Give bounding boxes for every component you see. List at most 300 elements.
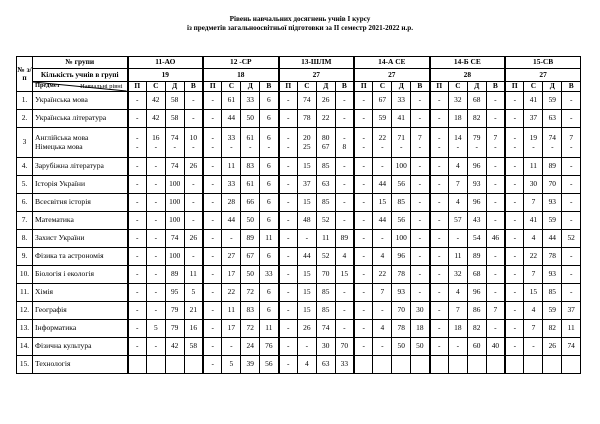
value-cell (184, 356, 203, 374)
value-cell: - (354, 284, 373, 302)
subject-cell: Українська мова (33, 92, 128, 110)
value-cell: 89 (467, 248, 486, 266)
value-cell: 11 (184, 266, 203, 284)
value-cell: 4 (297, 356, 316, 374)
value-cell: - (486, 284, 505, 302)
value-cell (165, 128, 184, 158)
value-cell: - (335, 194, 354, 212)
value-cell: 70 (316, 266, 335, 284)
value-cell: 56 (392, 212, 411, 230)
subject-cell: Біологія і екологія (33, 266, 128, 284)
value-cell: 24 (241, 338, 260, 356)
group-count-cell: 27 (505, 69, 581, 82)
value-cell: - (335, 284, 354, 302)
value-secondary: - (173, 141, 176, 151)
table-row (17, 230, 581, 248)
value-split (185, 134, 202, 151)
value-cell: - (335, 302, 354, 320)
value-primary: 14 (454, 133, 462, 142)
value-cell: 41 (524, 212, 543, 230)
table-row (17, 284, 581, 302)
value-cell: - (430, 284, 449, 302)
value-cell: - (448, 338, 467, 356)
value-cell: 85 (543, 284, 562, 302)
value-split (204, 134, 221, 151)
subject-split (35, 134, 127, 151)
value-cell: - (279, 230, 298, 248)
value-cell: 96 (467, 284, 486, 302)
row-number-cell: 11. (17, 284, 33, 302)
value-cell: 52 (316, 212, 335, 230)
subject-cell (33, 128, 128, 158)
value-cell: - (146, 194, 165, 212)
value-cell (562, 356, 581, 374)
value-cell: 74 (165, 158, 184, 176)
value-cell: 59 (373, 110, 392, 128)
level-letter-cell: В (486, 82, 505, 92)
value-cell (486, 128, 505, 158)
value-cell: 33 (335, 356, 354, 374)
level-letter-cell: С (524, 82, 543, 92)
value-cell: 7 (524, 194, 543, 212)
value-cell: - (354, 212, 373, 230)
value-cell: 44 (543, 230, 562, 248)
value-cell: 11 (316, 230, 335, 248)
subject-cell: Математика (33, 212, 128, 230)
value-primary: 7 (569, 133, 574, 142)
value-cell: 100 (165, 176, 184, 194)
value-cell: 82 (543, 320, 562, 338)
value-cell: 74 (165, 230, 184, 248)
value-cell: - (146, 176, 165, 194)
group-name-cell: 12 -СР (203, 57, 279, 69)
value-cell: - (335, 320, 354, 338)
value-cell: - (486, 248, 505, 266)
value-cell: 44 (373, 212, 392, 230)
value-cell: - (279, 248, 298, 266)
level-letter-cell: П (505, 82, 524, 92)
value-primary: 61 (246, 133, 254, 142)
value-cell: - (505, 248, 524, 266)
value-cell: - (279, 302, 298, 320)
value-primary: 33 (227, 133, 236, 142)
header-count-label: Кількість учнів в групі (33, 69, 128, 82)
value-cell: 85 (316, 194, 335, 212)
value-primary: 71 (397, 133, 405, 142)
value-cell (222, 128, 241, 158)
value-split (562, 134, 580, 151)
value-secondary: - (494, 141, 497, 151)
value-cell (467, 356, 486, 374)
value-cell: 26 (184, 230, 203, 248)
value-cell: 4 (448, 284, 467, 302)
value-cell: 85 (316, 284, 335, 302)
value-cell: 40 (486, 338, 505, 356)
value-split (543, 134, 561, 151)
value-cell: - (335, 212, 354, 230)
value-cell: 63 (543, 110, 562, 128)
subject-cell: Хімія (33, 284, 128, 302)
value-primary: - (135, 133, 139, 142)
value-cell: - (411, 230, 430, 248)
value-cell: - (184, 212, 203, 230)
value-primary: 80 (322, 133, 330, 142)
level-letter-cell: Д (165, 82, 184, 92)
value-cell: 44 (222, 212, 241, 230)
value-secondary: - (551, 141, 554, 151)
value-cell: 72 (241, 284, 260, 302)
value-secondary: 67 (322, 141, 330, 151)
value-cell: - (203, 110, 222, 128)
level-letter-cell: В (335, 82, 354, 92)
value-cell: 68 (467, 92, 486, 110)
row-number-cell: 3 (17, 128, 33, 158)
level-letter-cell: Д (467, 82, 486, 92)
value-cell: - (279, 266, 298, 284)
value-cell: - (354, 338, 373, 356)
value-cell (430, 128, 449, 158)
value-cell: - (411, 284, 430, 302)
value-cell (430, 356, 449, 374)
value-cell: - (128, 176, 147, 194)
value-cell: 4 (373, 248, 392, 266)
value-cell: - (430, 110, 449, 128)
value-cell: - (128, 320, 147, 338)
value-cell: 4 (448, 158, 467, 176)
value-cell: 70 (392, 302, 411, 320)
table-row (17, 356, 581, 374)
value-cell: 11 (448, 248, 467, 266)
value-cell: - (146, 266, 165, 284)
table-row (17, 194, 581, 212)
value-cell: 5 (222, 356, 241, 374)
value-cell: 96 (392, 248, 411, 266)
value-cell: - (562, 158, 581, 176)
value-cell (354, 128, 373, 158)
value-cell: 78 (392, 320, 411, 338)
value-cell: 41 (524, 92, 543, 110)
value-cell: 33 (222, 176, 241, 194)
value-primary: 79 (473, 133, 481, 142)
value-cell: 18 (411, 320, 430, 338)
value-cell: 30 (411, 302, 430, 320)
value-split (298, 134, 316, 151)
value-secondary: - (400, 141, 403, 151)
value-cell: - (354, 230, 373, 248)
value-cell: - (184, 194, 203, 212)
value-cell: - (505, 92, 524, 110)
value-cell: 89 (543, 158, 562, 176)
value-cell: 11 (260, 230, 279, 248)
value-cell: 6 (260, 302, 279, 320)
value-cell: - (203, 284, 222, 302)
value-cell: 27 (222, 248, 241, 266)
value-cell (165, 356, 184, 374)
subject-cell: Зарубіжна література (33, 158, 128, 176)
value-cell: - (486, 194, 505, 212)
value-cell: - (448, 230, 467, 248)
value-split (449, 134, 467, 151)
value-cell: - (128, 230, 147, 248)
row-number-cell: 7. (17, 212, 33, 230)
value-cell: - (146, 338, 165, 356)
value-split (524, 134, 542, 151)
value-cell: - (430, 302, 449, 320)
value-cell: 18 (448, 110, 467, 128)
level-letter-cell: С (146, 82, 165, 92)
value-cell: - (562, 284, 581, 302)
value-cell: 11 (222, 158, 241, 176)
value-cell: 15 (373, 194, 392, 212)
value-cell (486, 356, 505, 374)
value-primary: - (343, 133, 346, 142)
value-cell: - (279, 158, 298, 176)
value-cell: 83 (241, 302, 260, 320)
value-cell: 33 (241, 92, 260, 110)
value-primary: 20 (303, 133, 311, 142)
value-cell (128, 128, 147, 158)
level-letter-cell: С (297, 82, 316, 92)
value-primary: 10 (189, 133, 198, 142)
value-cell: 37 (297, 176, 316, 194)
value-cell: - (430, 194, 449, 212)
value-cell: - (505, 320, 524, 338)
value-cell: - (203, 212, 222, 230)
value-cell: - (203, 356, 222, 374)
value-secondary: - (230, 141, 233, 151)
value-cell: - (279, 194, 298, 212)
value-cell: 72 (241, 320, 260, 338)
value-cell: - (486, 92, 505, 110)
value-cell (241, 128, 260, 158)
value-cell: - (486, 176, 505, 194)
value-cell: 11 (222, 302, 241, 320)
value-secondary: - (135, 141, 139, 151)
level-letter-cell: С (222, 82, 241, 92)
value-cell: 58 (165, 110, 184, 128)
value-secondary: - (211, 141, 214, 151)
value-cell: 93 (392, 284, 411, 302)
value-cell (448, 128, 467, 158)
header-group-label: № групи (33, 57, 128, 69)
value-cell: - (354, 266, 373, 284)
value-cell: - (524, 338, 543, 356)
value-cell: - (562, 176, 581, 194)
value-cell: 59 (543, 302, 562, 320)
value-cell: - (203, 338, 222, 356)
level-letter-cell: П (354, 82, 373, 92)
value-cell: 7 (448, 302, 467, 320)
group-count-cell: 28 (430, 69, 506, 82)
value-split (468, 134, 486, 151)
value-cell: - (505, 212, 524, 230)
value-cell: - (486, 320, 505, 338)
header-row-groups (17, 57, 581, 69)
value-split (487, 134, 504, 151)
value-split (336, 134, 353, 151)
value-cell: - (279, 110, 298, 128)
group-name-cell: 15-СВ (505, 57, 581, 69)
value-cell: 74 (316, 320, 335, 338)
value-cell (316, 128, 335, 158)
value-cell: - (354, 194, 373, 212)
value-cell: 26 (316, 92, 335, 110)
row-number-cell: 6. (17, 194, 33, 212)
value-cell: - (297, 230, 316, 248)
value-cell: 6 (260, 158, 279, 176)
value-cell: 28 (222, 194, 241, 212)
value-cell: 6 (260, 110, 279, 128)
value-cell: 52 (562, 230, 581, 248)
value-cell: - (128, 92, 147, 110)
value-secondary: - (569, 141, 573, 151)
value-cell: 95 (165, 284, 184, 302)
group-count-cell: 27 (354, 69, 430, 82)
value-cell: - (297, 338, 316, 356)
value-cell: 7 (524, 266, 543, 284)
value-cell: 43 (467, 212, 486, 230)
value-primary: - (438, 133, 441, 142)
value-split (355, 134, 372, 151)
value-cell: - (354, 248, 373, 266)
value-cell: - (222, 230, 241, 248)
value-cell: - (562, 194, 581, 212)
value-cell: 15 (335, 266, 354, 284)
row-number-cell: 12. (17, 302, 33, 320)
value-cell: 4 (524, 230, 543, 248)
value-cell: 22 (373, 266, 392, 284)
value-cell: 93 (543, 266, 562, 284)
value-cell: 15 (297, 194, 316, 212)
value-cell: 58 (184, 338, 203, 356)
value-cell: 22 (222, 284, 241, 302)
value-cell: - (335, 176, 354, 194)
value-cell: - (505, 158, 524, 176)
value-cell: - (128, 248, 147, 266)
table-row (17, 110, 581, 128)
value-cell: 42 (146, 110, 165, 128)
value-cell: - (128, 284, 147, 302)
value-cell: - (411, 92, 430, 110)
value-cell: 4 (335, 248, 354, 266)
value-cell: 6 (260, 212, 279, 230)
value-cell: - (184, 92, 203, 110)
header-row-levels (17, 82, 581, 92)
value-cell: 82 (467, 320, 486, 338)
group-name-cell: 14-Б СЕ (430, 57, 506, 69)
level-letter-cell: В (411, 82, 430, 92)
value-cell: - (279, 212, 298, 230)
value-cell: 18 (448, 320, 467, 338)
value-cell: 67 (373, 92, 392, 110)
value-cell: 50 (241, 110, 260, 128)
value-cell: 78 (543, 248, 562, 266)
subject-cell: Всесвітня історія (33, 194, 128, 212)
value-cell: 93 (467, 176, 486, 194)
subject-label: Предмет (35, 81, 60, 89)
level-letter-cell: П (203, 82, 222, 92)
value-cell: - (184, 110, 203, 128)
value-cell: 48 (297, 212, 316, 230)
value-cell (354, 356, 373, 374)
value-cell: - (354, 110, 373, 128)
value-cell: 39 (241, 356, 260, 374)
value-cell: 30 (524, 176, 543, 194)
level-letter-cell: В (260, 82, 279, 92)
value-cell: 100 (165, 194, 184, 212)
value-cell: - (128, 212, 147, 230)
value-primary: 22 (378, 133, 387, 142)
value-cell: 7 (524, 320, 543, 338)
level-letter-cell: П (128, 82, 147, 92)
value-cell: - (279, 338, 298, 356)
value-cell: 44 (222, 110, 241, 128)
value-cell: 82 (467, 110, 486, 128)
header-row-counts (17, 69, 581, 82)
value-cell (260, 128, 279, 158)
value-secondary: - (287, 141, 290, 151)
value-cell: - (430, 212, 449, 230)
value-cell: 61 (241, 176, 260, 194)
achievement-table (16, 56, 581, 374)
value-cell: 66 (241, 194, 260, 212)
value-cell: 74 (562, 338, 581, 356)
value-cell: 41 (392, 110, 411, 128)
value-cell: 86 (467, 302, 486, 320)
table-row (17, 212, 581, 230)
row-number-cell: 5. (17, 176, 33, 194)
value-cell: 50 (411, 338, 430, 356)
value-cell: - (486, 110, 505, 128)
value-cell: - (128, 110, 147, 128)
value-cell (373, 128, 392, 158)
level-letter-cell: П (430, 82, 449, 92)
value-cell: 32 (448, 92, 467, 110)
value-primary: - (362, 133, 365, 142)
value-cell: - (335, 110, 354, 128)
value-cell: - (562, 110, 581, 128)
value-cell: 42 (146, 92, 165, 110)
value-cell (279, 128, 298, 158)
subject-name: Англійська мова (35, 133, 89, 142)
value-cell: 76 (260, 338, 279, 356)
value-cell: - (505, 302, 524, 320)
value-cell: - (430, 248, 449, 266)
value-cell: - (335, 92, 354, 110)
table-row (17, 248, 581, 266)
value-cell: 32 (448, 266, 467, 284)
value-cell: 11 (260, 320, 279, 338)
value-cell (524, 128, 543, 158)
value-primary: 16 (152, 133, 160, 142)
value-cell: - (146, 284, 165, 302)
value-cell: - (203, 92, 222, 110)
value-cell: - (146, 248, 165, 266)
value-cell: 33 (392, 92, 411, 110)
value-cell: - (505, 194, 524, 212)
value-cell: 93 (543, 194, 562, 212)
value-cell (524, 356, 543, 374)
value-cell: - (486, 158, 505, 176)
value-split (411, 134, 428, 151)
value-cell: - (354, 176, 373, 194)
value-cell: 4 (524, 302, 543, 320)
table-row (17, 338, 581, 356)
value-cell (505, 356, 524, 374)
subject-cell: Історія України (33, 176, 128, 194)
value-cell: 15 (297, 158, 316, 176)
value-cell: 85 (392, 194, 411, 212)
